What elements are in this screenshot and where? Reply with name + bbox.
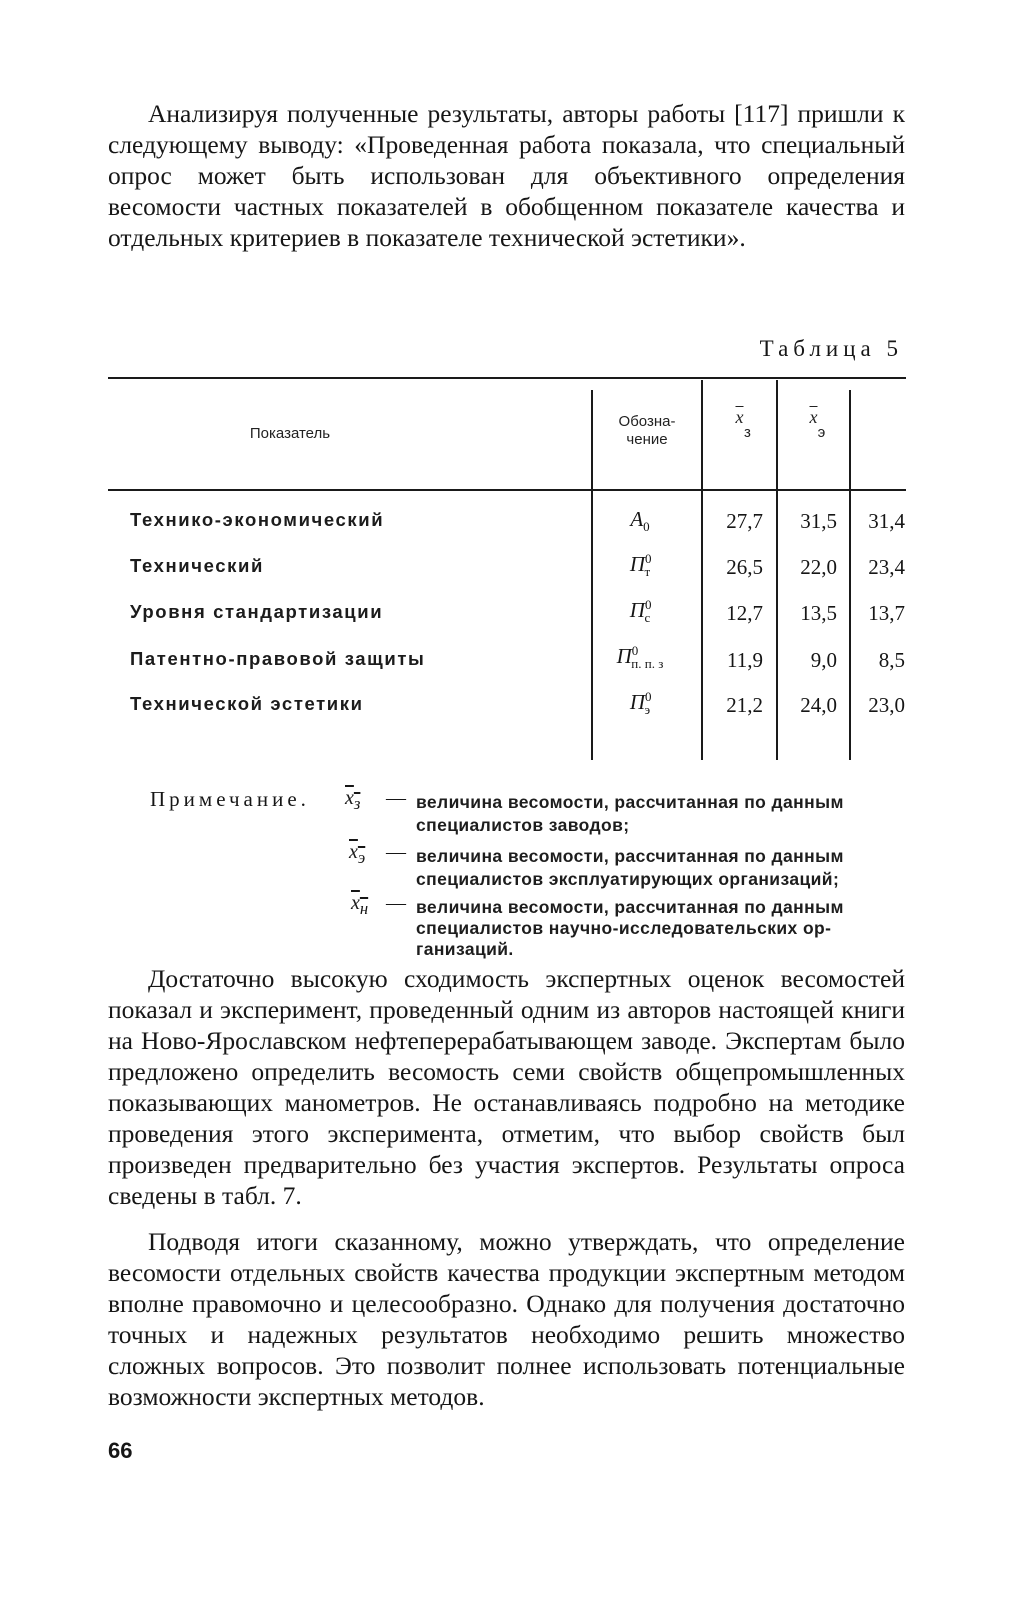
- symbol-base: П: [616, 644, 632, 668]
- header-x-e-var: $\overline{x}$: [809, 407, 818, 427]
- symbol-base: П: [629, 690, 646, 714]
- value-x-z: 26,5: [726, 555, 763, 579]
- value-x-e: 22,0: [800, 555, 837, 579]
- note-dash: —: [386, 892, 406, 914]
- body-text-2: Подводя итоги сказанному, можно утверждать, что определение весомости отдельных свойств качества продукции экспертным методом вполне правомочно и целесообразно. Однако для получения достаточно точных и надежных результатов необходимо решить множество сложных вопросов. Это позволит полнее использовать потенциальные возможности экспертных методов.: [108, 1227, 905, 1411]
- symbol-sub: с: [644, 610, 651, 626]
- header-indicator: Показатель: [249, 425, 331, 442]
- symbol-sub: э: [644, 702, 651, 718]
- value-x-z: 27,7: [726, 509, 763, 533]
- header-x-z: [703, 408, 776, 446]
- body-text-1: Достаточно высокую сходимость экспертных оценок весомостей показал и эксперимент, проведенный одним из авторов настоящей книги на Ново-Ярославском нефтеперерабатывающем заводе. Экспертам было предложено определить весомость семи свойств общепромышленных показывающих манометров. Не останавливаясь подробно на методике проведения этого эксперимента, отметим, что выбор свойств был произведен предварительно без участия экспертов. Результаты опроса сведены в табл. 7.: [108, 964, 905, 1210]
- row-label: Технико-экономический: [130, 509, 385, 530]
- row-label: Технической эстетики: [130, 693, 364, 714]
- symbol-sub: п. п. з: [631, 656, 664, 672]
- value-x-n: 23,4: [868, 555, 905, 579]
- body-paragraph-1: [108, 963, 905, 1211]
- note-line: специалистов заводов;: [416, 815, 630, 835]
- row-label: Патентно-правовой защиты: [130, 648, 426, 669]
- table-header-rule: [108, 489, 906, 491]
- table-caption: Таблица 5: [759, 336, 903, 361]
- note-line: специалистов научно-исследовательских ор-: [416, 918, 832, 938]
- note-var-letter: x: [345, 787, 354, 809]
- header-x-z-var: $\overline{x}$: [735, 407, 744, 427]
- table-top-rule: [108, 377, 906, 379]
- symbol-sup: 0: [644, 597, 652, 612]
- symbol-base: П: [629, 552, 645, 576]
- note-var-sub: з: [353, 794, 361, 813]
- row-label: Уровня стандартизации: [130, 601, 384, 622]
- header-designation-line2: чение: [626, 431, 668, 448]
- note-var-z: [345, 787, 360, 814]
- note-line: величина весомости, рассчитанная по данным: [416, 846, 844, 866]
- symbol-sup: 0: [645, 689, 652, 704]
- row-symbol: [590, 507, 690, 535]
- note-var-sub: н: [359, 899, 369, 918]
- value-x-n: 8,5: [878, 648, 905, 672]
- note-dash: —: [386, 841, 406, 863]
- note-dash: —: [386, 787, 406, 809]
- note-line: величина весомости, рассчитанная по данным: [416, 792, 844, 812]
- symbol-sub: 0: [643, 519, 650, 535]
- header-designation-line1: Обозна-: [618, 413, 676, 430]
- value-x-n: 23,0: [868, 693, 905, 717]
- symbol-sub: т: [644, 564, 651, 580]
- intro-text: Анализируя полученные результаты, авторы работы [117] пришли к следующему выводу: «Проведенная работа показала, что специальный опрос может быть использован для объективного определения весомости частных показателей в обобщенном показателе качества и отдельных критериев в показателе технической эстетики».: [108, 99, 905, 252]
- header-x-e: [778, 408, 849, 446]
- header-x-z-sub: з: [744, 424, 751, 441]
- row-symbol: [590, 689, 690, 718]
- note-var-letter: x: [351, 892, 360, 914]
- symbol-base: П: [629, 598, 645, 622]
- value-x-n: 31,4: [868, 509, 905, 533]
- row-symbol: [590, 551, 690, 580]
- note-var-sub: э: [357, 848, 366, 867]
- note-line: специалистов эксплуатирующих организаций;: [416, 869, 840, 889]
- symbol-sup: 0: [644, 551, 652, 566]
- row-symbol: [590, 597, 690, 626]
- symbol-sup: 0: [631, 643, 639, 658]
- value-x-e: 31,5: [800, 509, 837, 533]
- value-x-z: 12,7: [726, 601, 763, 625]
- header-x-e-sub: э: [817, 424, 826, 441]
- intro-paragraph: [108, 98, 905, 253]
- row-symbol: [590, 643, 690, 672]
- note-line: величина весомости, рассчитанная по данным: [416, 897, 844, 917]
- value-x-z: 21,2: [726, 693, 763, 717]
- page-number: 66: [108, 1438, 133, 1463]
- body-paragraph-2: [108, 1226, 905, 1412]
- value-x-e: 24,0: [800, 693, 837, 717]
- note-var-n: [351, 892, 368, 919]
- value-x-n: 13,7: [868, 601, 905, 625]
- note-var-e: [349, 841, 365, 868]
- row-label: Технический: [130, 555, 264, 576]
- symbol-base: A: [630, 507, 644, 531]
- value-x-z: 11,9: [727, 648, 763, 672]
- note-var-letter: x: [349, 841, 358, 863]
- note-line: ганизаций.: [416, 939, 514, 959]
- value-x-e: 13,5: [800, 601, 837, 625]
- value-x-e: 9,0: [810, 648, 837, 672]
- note-heading: Примечание.: [150, 787, 310, 811]
- header-designation: [593, 413, 701, 449]
